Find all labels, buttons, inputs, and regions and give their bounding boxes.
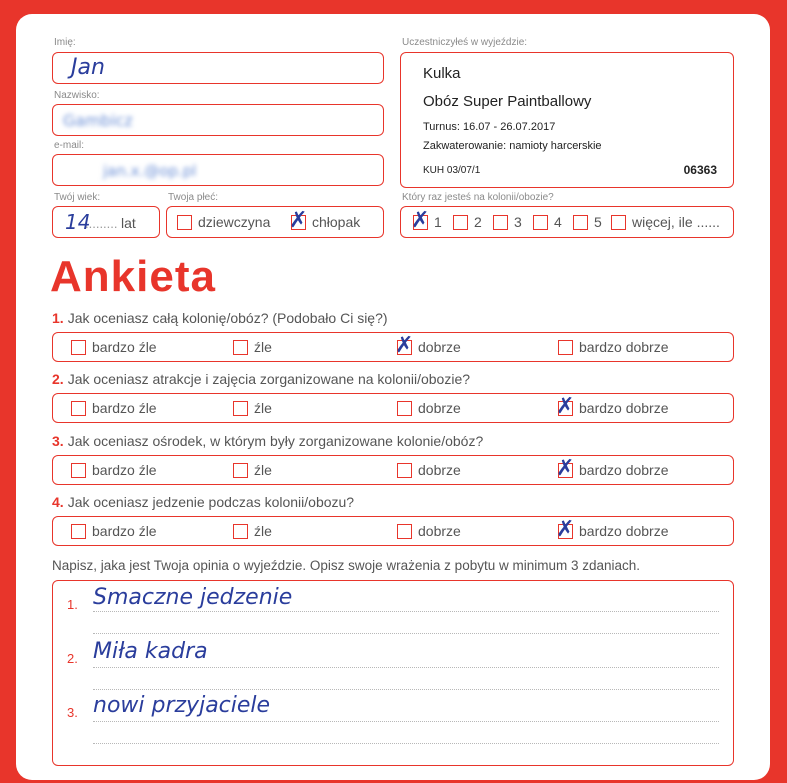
checkbox[interactable] — [397, 401, 412, 416]
checkbox[interactable] — [233, 524, 248, 539]
times-field — [400, 206, 734, 238]
writing-line — [93, 611, 719, 612]
times-option-1[interactable] — [411, 207, 442, 233]
sentence-number: 3. — [67, 705, 78, 720]
question-text — [52, 371, 470, 387]
gender-field — [166, 206, 384, 238]
email-label: e-mail: — [54, 140, 85, 151]
turnus-value: 16.07 - 26.07.2017 — [462, 121, 556, 133]
surname-value: Gambicz — [63, 111, 133, 130]
answer-option[interactable] — [71, 523, 157, 539]
answer-option[interactable] — [556, 393, 669, 419]
answer-option[interactable] — [558, 339, 669, 355]
trip-line1: Kulka — [423, 65, 461, 82]
check-mark-icon: ✗ — [395, 332, 414, 358]
answer-option[interactable] — [556, 455, 669, 481]
question-label: Jak oceniasz ośrodek, w którym były zorganizowane kolonie/obóz? — [67, 433, 484, 449]
answer-option[interactable] — [397, 400, 461, 416]
answer-label: źle — [254, 462, 272, 478]
answer-label: dobrze — [418, 400, 461, 416]
answer-label: bardzo źle — [92, 339, 157, 355]
times-option-label: 3 — [514, 214, 522, 230]
question-2-answers — [52, 393, 734, 423]
answer-label: bardzo źle — [92, 400, 157, 416]
answer-label: źle — [254, 339, 272, 355]
writing-line — [93, 689, 719, 690]
times-option-label: 1 — [434, 214, 442, 230]
question-label: Jak oceniasz jedzenie podczas kolonii/obozu? — [67, 494, 355, 510]
checkbox-checked[interactable] — [556, 516, 575, 542]
answer-label: bardzo dobrze — [579, 400, 669, 416]
checkbox-checked[interactable] — [289, 207, 308, 233]
answer-option[interactable] — [233, 339, 272, 355]
name-label: Imię: — [54, 37, 76, 48]
opinion-prompt: Napisz, jaka jest Twoja opinia o wyjeździe. Opisz swoje wrażenia z pobytu w minimum 3 zdaniach. — [52, 558, 641, 573]
times-option-2[interactable] — [453, 214, 482, 230]
question-text — [52, 433, 483, 449]
question-number: 2. — [52, 371, 64, 387]
check-mark-icon: ✗ — [289, 207, 308, 233]
checkbox[interactable] — [71, 524, 86, 539]
answer-label: dobrze — [418, 339, 461, 355]
check-mark-icon: ✗ — [556, 393, 575, 419]
checkbox[interactable] — [573, 215, 588, 230]
question-label: Jak oceniasz całą kolonię/obóz? (Podobało Ci się?) — [67, 310, 388, 326]
turnus-row — [423, 121, 555, 133]
answer-label: bardzo dobrze — [579, 462, 669, 478]
name-value: Jan — [71, 55, 105, 80]
question-3-answers — [52, 455, 734, 485]
times-more-label: więcej, ile ...... — [632, 214, 720, 230]
turnus-label: Turnus: — [423, 121, 460, 133]
answer-label: dobrze — [418, 523, 461, 539]
answer-option[interactable] — [233, 523, 272, 539]
sentence-text: Miła kadra — [93, 639, 208, 664]
age-field[interactable]: 14 ......... lat — [52, 206, 160, 238]
answer-option[interactable] — [233, 462, 272, 478]
writing-line — [93, 721, 719, 722]
sentence-number: 2. — [67, 651, 78, 666]
answer-label: bardzo dobrze — [579, 339, 669, 355]
checkbox[interactable] — [71, 340, 86, 355]
checkbox-checked[interactable] — [395, 332, 414, 358]
answer-label: źle — [254, 400, 272, 416]
accommodation-label: Zakwaterowanie: — [423, 140, 507, 152]
question-label: Jak oceniasz atrakcje i zajęcia zorganizowane na kolonii/obozie? — [67, 371, 471, 387]
accommodation-value: namioty harcerskie — [509, 140, 602, 152]
checkbox[interactable] — [533, 215, 548, 230]
sentence-number: 1. — [67, 597, 78, 612]
trip-number: 06363 — [683, 163, 717, 177]
trip-code: KUH 03/07/1 — [423, 165, 481, 176]
checkbox[interactable] — [71, 401, 86, 416]
answer-label: bardzo źle — [92, 523, 157, 539]
checkbox[interactable] — [493, 215, 508, 230]
checkbox-checked[interactable] — [411, 207, 430, 233]
question-number: 3. — [52, 433, 64, 449]
trip-label: Uczestniczyłeś w wyjeździe: — [402, 37, 528, 48]
times-option-label: 4 — [554, 214, 562, 230]
age-unit: lat — [121, 215, 136, 231]
check-mark-icon: ✗ — [411, 207, 430, 233]
times-option-label: 2 — [474, 214, 482, 230]
gender-option-male[interactable] — [289, 207, 361, 233]
answer-option[interactable] — [71, 400, 157, 416]
checkbox-checked[interactable] — [556, 393, 575, 419]
question-4-answers — [52, 516, 734, 546]
surname-field[interactable] — [52, 104, 384, 136]
email-value: jan.x.@op.pl — [103, 162, 197, 180]
gender-female-label: dziewczyna — [198, 214, 271, 230]
checkbox[interactable] — [453, 215, 468, 230]
writing-line — [93, 667, 719, 668]
check-mark-icon: ✗ — [556, 516, 575, 542]
answer-option[interactable] — [397, 523, 461, 539]
answer-label: źle — [254, 523, 272, 539]
survey-card — [16, 14, 770, 780]
survey-title: Ankieta — [50, 252, 216, 301]
checkbox[interactable] — [558, 340, 573, 355]
answer-label: bardzo dobrze — [579, 523, 669, 539]
answer-option[interactable] — [233, 400, 272, 416]
answer-label: bardzo źle — [92, 462, 157, 478]
question-text — [52, 310, 388, 326]
writing-line — [93, 633, 719, 634]
writing-line — [93, 743, 719, 744]
checkbox[interactable] — [233, 401, 248, 416]
checkbox-checked[interactable] — [556, 455, 575, 481]
answer-option[interactable] — [71, 462, 157, 478]
checkbox[interactable] — [233, 340, 248, 355]
times-option-4[interactable] — [533, 214, 562, 230]
checkbox[interactable] — [397, 524, 412, 539]
gender-label: Twoja płeć: — [168, 192, 219, 203]
answer-option[interactable] — [397, 462, 461, 478]
gender-option-female[interactable] — [177, 214, 270, 230]
sentence-text: nowi przyjaciele — [93, 693, 271, 718]
times-option-3[interactable] — [493, 214, 522, 230]
question-1-answers — [52, 332, 734, 362]
times-label: Który raz jesteś na kolonii/obozie? — [402, 192, 554, 203]
age-label: Twój wiek: — [54, 192, 101, 203]
checkbox[interactable] — [611, 215, 626, 230]
question-number: 1. — [52, 310, 64, 326]
gender-male-label: chłopak — [312, 214, 361, 230]
times-option-label: 5 — [594, 214, 602, 230]
times-option-more[interactable] — [611, 214, 720, 230]
age-value: 14 — [65, 210, 91, 234]
answer-option[interactable] — [556, 516, 669, 542]
answer-option[interactable] — [71, 339, 157, 355]
checkbox[interactable] — [233, 463, 248, 478]
name-field[interactable] — [52, 52, 384, 84]
email-field[interactable] — [52, 154, 384, 186]
checkbox[interactable] — [71, 463, 86, 478]
answer-option[interactable] — [395, 332, 461, 358]
checkbox[interactable] — [177, 215, 192, 230]
times-option-5[interactable] — [573, 214, 602, 230]
surname-label: Nazwisko: — [54, 90, 100, 101]
answer-label: dobrze — [418, 462, 461, 478]
trip-info-box — [400, 52, 734, 188]
opinion-box[interactable] — [52, 580, 734, 766]
sentence-text: Smaczne jedzenie — [93, 585, 293, 610]
trip-line2: Obóz Super Paintballowy — [423, 93, 592, 110]
question-number: 4. — [52, 494, 64, 510]
check-mark-icon: ✗ — [556, 455, 575, 481]
checkbox[interactable] — [397, 463, 412, 478]
accommodation-row — [423, 140, 602, 152]
question-text — [52, 494, 354, 510]
